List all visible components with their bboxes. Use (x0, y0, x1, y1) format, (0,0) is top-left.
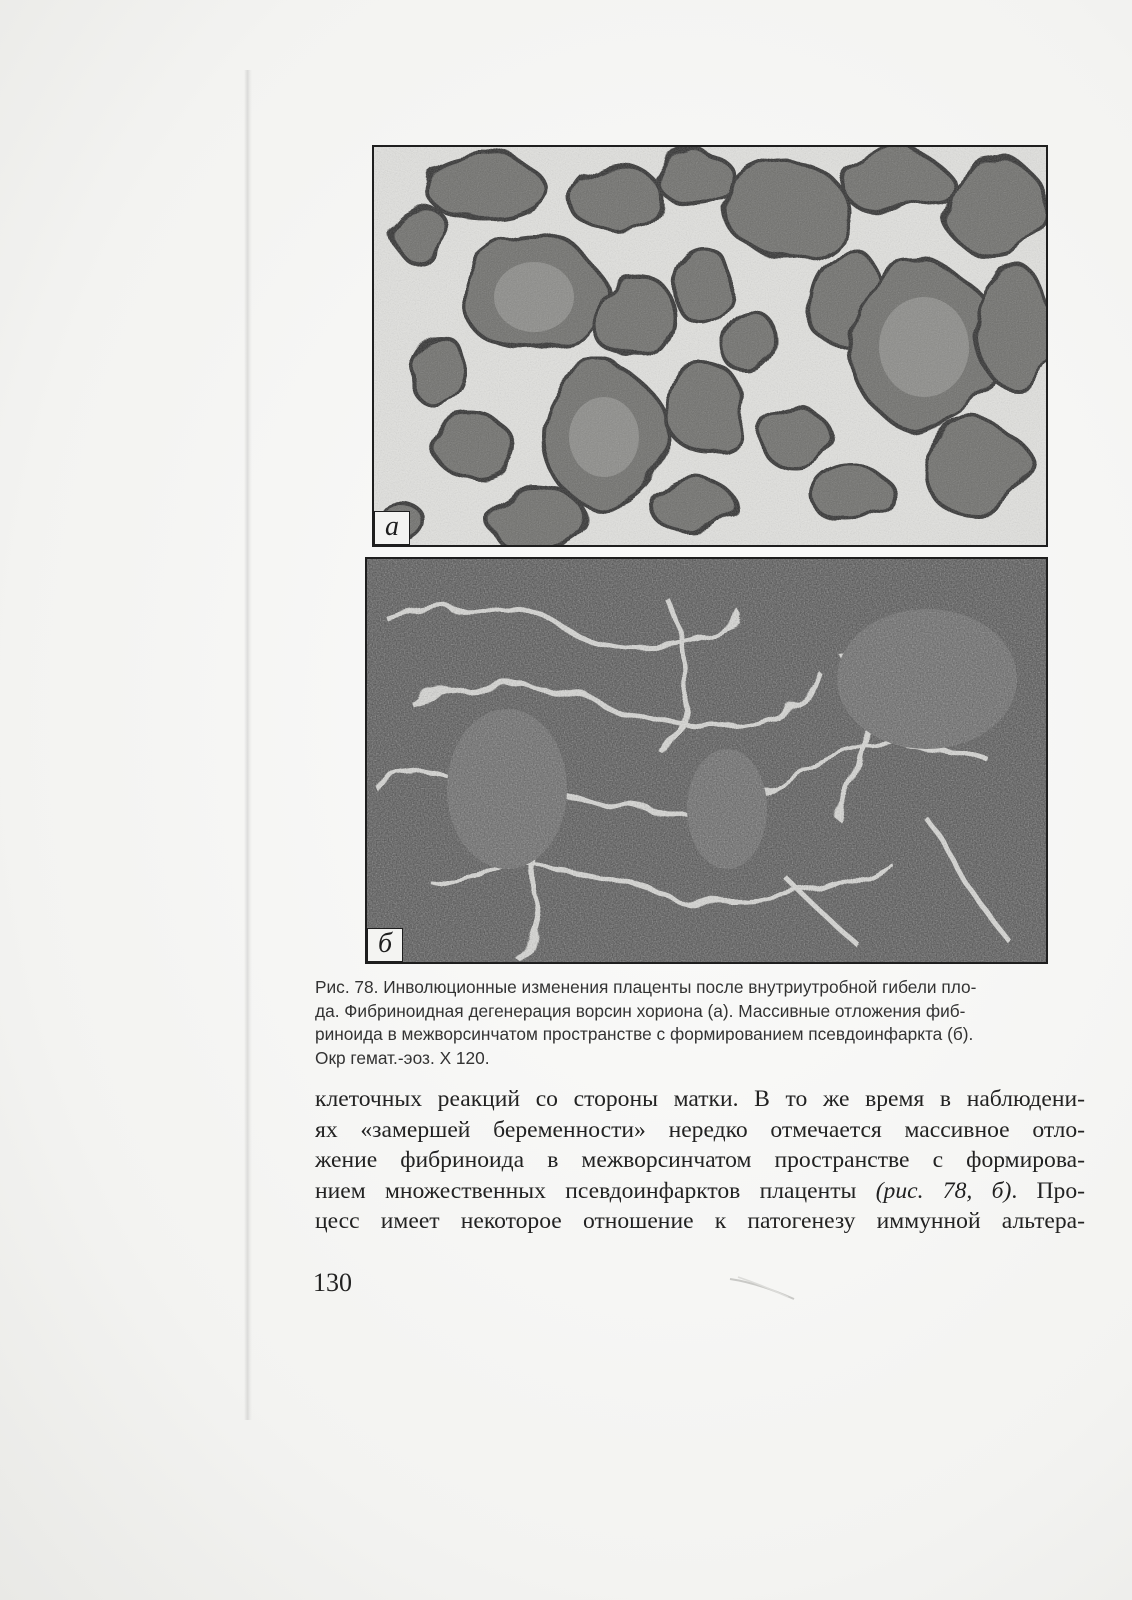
micrograph-panel-b (365, 557, 1048, 964)
page-gutter-shadow (244, 70, 252, 1420)
body-line: жение фибриноида в межворсинчатом пространстве с формирова- (315, 1147, 1085, 1173)
scan-smudge (728, 1273, 798, 1303)
body-line: ях «замершей беременности» нередко отмечается массивное отло- (315, 1116, 1085, 1143)
caption-line: да. Фибриноидная дегенерация ворсин хориона (а). Массивные отложения фиб- (315, 1000, 966, 1021)
micrograph-panel-a (372, 145, 1048, 547)
body-line: клеточных реакций со стороны матки. В то же время в наблюдени- (315, 1086, 1085, 1112)
panel-b-label: б (367, 928, 403, 962)
micrograph-b-image (367, 559, 1046, 962)
body-text-fragment: нием множественных псевдоинфарктов плаценты (315, 1177, 876, 1204)
caption-line: Окр гемат.-эоз. X 120. (315, 1047, 490, 1068)
panel-a-label: а (374, 511, 410, 545)
caption-line: Рис. 78. Инволюционные изменения плаценты после внутриутробной гибели пло- (315, 977, 977, 997)
caption-line: риноида в межворсинчатом пространстве с формированием псевдоинфаркта (б). (315, 1024, 974, 1044)
figure-caption (315, 976, 1085, 1070)
body-line: цесс имеет некоторое отношение к патогенезу иммунной альтера- (315, 1208, 1085, 1234)
figure-reference: (рис. 78, б) (875, 1177, 1012, 1204)
body-paragraph (315, 1084, 1085, 1237)
micrograph-a-image (374, 147, 1046, 545)
page-number: 130 (313, 1268, 352, 1297)
body-line (315, 1176, 1085, 1207)
body-text-fragment: . Про- (1011, 1177, 1085, 1204)
